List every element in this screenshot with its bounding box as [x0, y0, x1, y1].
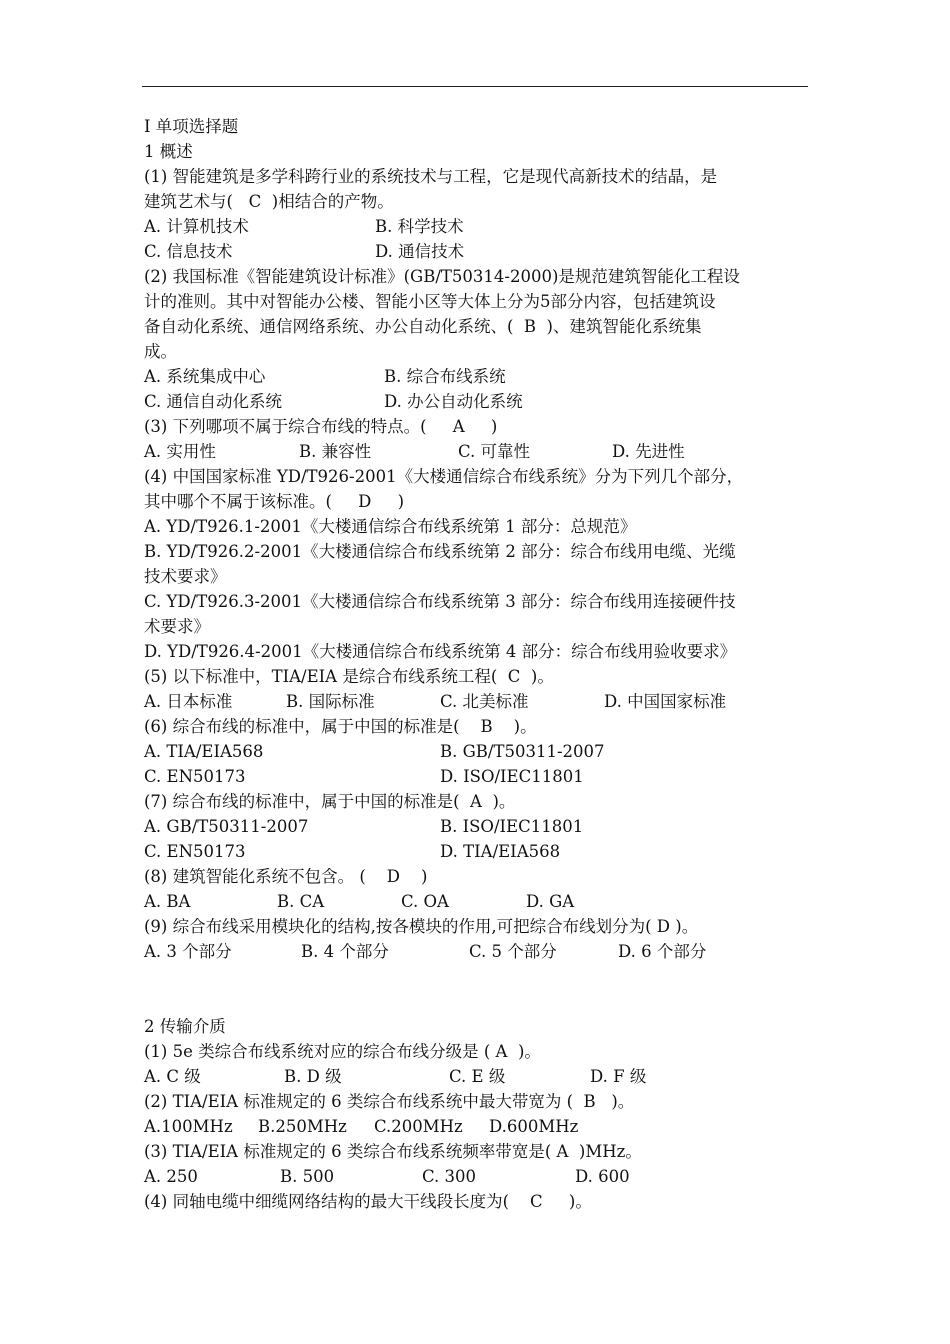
option-c: C. EN50173	[144, 767, 246, 786]
section-gap	[144, 964, 834, 1014]
question-2-text: (2) TIA/EIA 标准规定的 6 类综合布线系统中最大带宽为 ( B )。	[144, 1092, 635, 1111]
option-b: B.250MHz	[258, 1117, 347, 1136]
option-c: 术要求》	[144, 617, 210, 636]
question-1-text: 建筑艺术与( C )相结合的产物。	[144, 192, 394, 211]
question-5-text: (5) 以下标准中，TIA/EIA 是综合布线系统工程( C )。	[144, 667, 554, 686]
option-b: B. 4 个部分	[301, 942, 389, 961]
question-3-options	[144, 1164, 834, 1189]
question-4-text: 其中哪个不属于该标准。( D )	[144, 492, 405, 511]
option-d: D. 600	[575, 1167, 630, 1186]
option-c: C. E 级	[449, 1067, 506, 1086]
option-a: A. TIA/EIA568	[144, 742, 264, 761]
option-c: C. 通信自动化系统	[144, 392, 283, 411]
question-2-text: (2) 我国标准《智能建筑设计标准》(GB/T50314-2000)是规范建筑智能化工程设	[144, 267, 740, 286]
question-7-options	[144, 839, 834, 864]
option-b: 技术要求》	[144, 567, 227, 586]
question-4-text: (4) 同轴电缆中细缆网络结构的最大干线段长度为( C )。	[144, 1192, 592, 1211]
option-b: B. ISO/IEC11801	[440, 817, 584, 836]
option-b: B. 500	[280, 1167, 335, 1186]
question-7-options	[144, 814, 834, 839]
option-a: A. 实用性	[144, 442, 216, 461]
question-6-options	[144, 739, 834, 764]
section-title: Ⅰ 单项选择题	[144, 117, 239, 136]
option-c: C. YD/T926.3-2001《大楼通信综合布线系统第 3 部分：综合布线用连接硬件技	[144, 592, 736, 611]
question-2-text: 计的准则。其中对智能办公楼、智能小区等大体上分为5部分内容，包括建筑设	[144, 292, 716, 311]
header-rule	[142, 86, 808, 87]
question-1-text: (1) 智能建筑是多学科跨行业的系统技术与工程，它是现代高新技术的结晶，是	[144, 167, 718, 186]
option-a: A. 250	[144, 1167, 198, 1186]
option-a: A. 日本标准	[144, 692, 233, 711]
question-5-options	[144, 689, 834, 714]
option-a: A. BA	[144, 892, 191, 911]
option-c: C. 5 个部分	[469, 942, 557, 961]
option-a: A.100MHz	[144, 1117, 233, 1136]
option-b: B. YD/T926.2-2001《大楼通信综合布线系统第 2 部分：综合布线用电缆、光缆	[144, 542, 736, 561]
option-d: D. GA	[526, 892, 575, 911]
question-3-text: (3) TIA/EIA 标准规定的 6 类综合布线系统频率带宽是( A )MHz。	[144, 1142, 642, 1161]
chapter-heading-media: 2 传输介质	[144, 1017, 226, 1036]
question-2-text: 成。	[144, 342, 177, 361]
option-b: B. 兼容性	[299, 442, 372, 461]
option-d: D. 通信技术	[375, 242, 465, 261]
option-c: C. 可靠性	[458, 442, 531, 461]
question-2-options	[144, 364, 834, 389]
option-d: D. 先进性	[612, 442, 685, 461]
option-c: C. 信息技术	[144, 242, 233, 261]
option-b: B. 综合布线系统	[384, 367, 506, 386]
option-b: B. D 级	[284, 1067, 342, 1086]
option-b: B. 科学技术	[375, 217, 464, 236]
option-d: D. F 级	[590, 1067, 647, 1086]
option-c: C.200MHz	[374, 1117, 463, 1136]
question-7-text: (7) 综合布线的标准中，属于中国的标准是( A )。	[144, 792, 516, 811]
option-b: B. 国际标准	[286, 692, 375, 711]
question-2-options	[144, 1114, 834, 1139]
option-d: D. ISO/IEC11801	[440, 767, 584, 786]
question-1-options	[144, 1064, 834, 1089]
question-9-options	[144, 939, 834, 964]
question-2-text: 备自动化系统、通信网络系统、办公自动化系统、( B )、建筑智能化系统集	[144, 317, 702, 336]
option-a: A. 3 个部分	[144, 942, 232, 961]
question-6-text: (6) 综合布线的标准中，属于中国的标准是( B )。	[144, 717, 537, 736]
option-c: C. OA	[401, 892, 449, 911]
option-a: A. GB/T50311-2007	[144, 817, 309, 836]
question-3-options	[144, 439, 834, 464]
option-a: A. C 级	[144, 1067, 201, 1086]
option-a: A. 计算机技术	[144, 217, 249, 236]
option-c: C. 北美标准	[440, 692, 529, 711]
chapter-heading-overview: 1 概述	[144, 142, 193, 161]
question-8-text: (8) 建筑智能化系统不包含。 ( D )	[144, 867, 428, 886]
question-6-options	[144, 764, 834, 789]
option-b: B. CA	[277, 892, 325, 911]
document-body	[144, 114, 834, 1214]
option-d: D. 办公自动化系统	[384, 392, 523, 411]
option-d: D. YD/T926.4-2001《大楼通信综合布线系统第 4 部分：综合布线用验收要求》	[144, 642, 737, 661]
option-c: C. 300	[422, 1167, 477, 1186]
option-b: B. GB/T50311-2007	[440, 742, 605, 761]
option-a: A. 系统集成中心	[144, 367, 266, 386]
option-d: D. TIA/EIA568	[440, 842, 561, 861]
option-d: D.600MHz	[489, 1117, 579, 1136]
option-d: D. 6 个部分	[618, 942, 707, 961]
question-3-text: (3) 下列哪项不属于综合布线的特点。( A )	[144, 417, 498, 436]
question-1-options	[144, 214, 834, 239]
question-4-text: (4) 中国国家标准 YD/T926-2001《大楼通信综合布线系统》分为下列几个部分，	[144, 467, 744, 486]
question-1-options	[144, 239, 834, 264]
option-a: A. YD/T926.1-2001《大楼通信综合布线系统第 1 部分：总规范》	[144, 517, 637, 536]
question-8-options	[144, 889, 834, 914]
question-2-options	[144, 389, 834, 414]
option-d: D. 中国国家标准	[604, 692, 727, 711]
question-9-text: (9) 综合布线采用模块化的结构,按各模块的作用,可把综合布线划分为( D )。	[144, 917, 699, 936]
question-1-text: (1) 5e 类综合布线系统对应的综合布线分级是 ( A )。	[144, 1042, 541, 1061]
option-c: C. EN50173	[144, 842, 246, 861]
